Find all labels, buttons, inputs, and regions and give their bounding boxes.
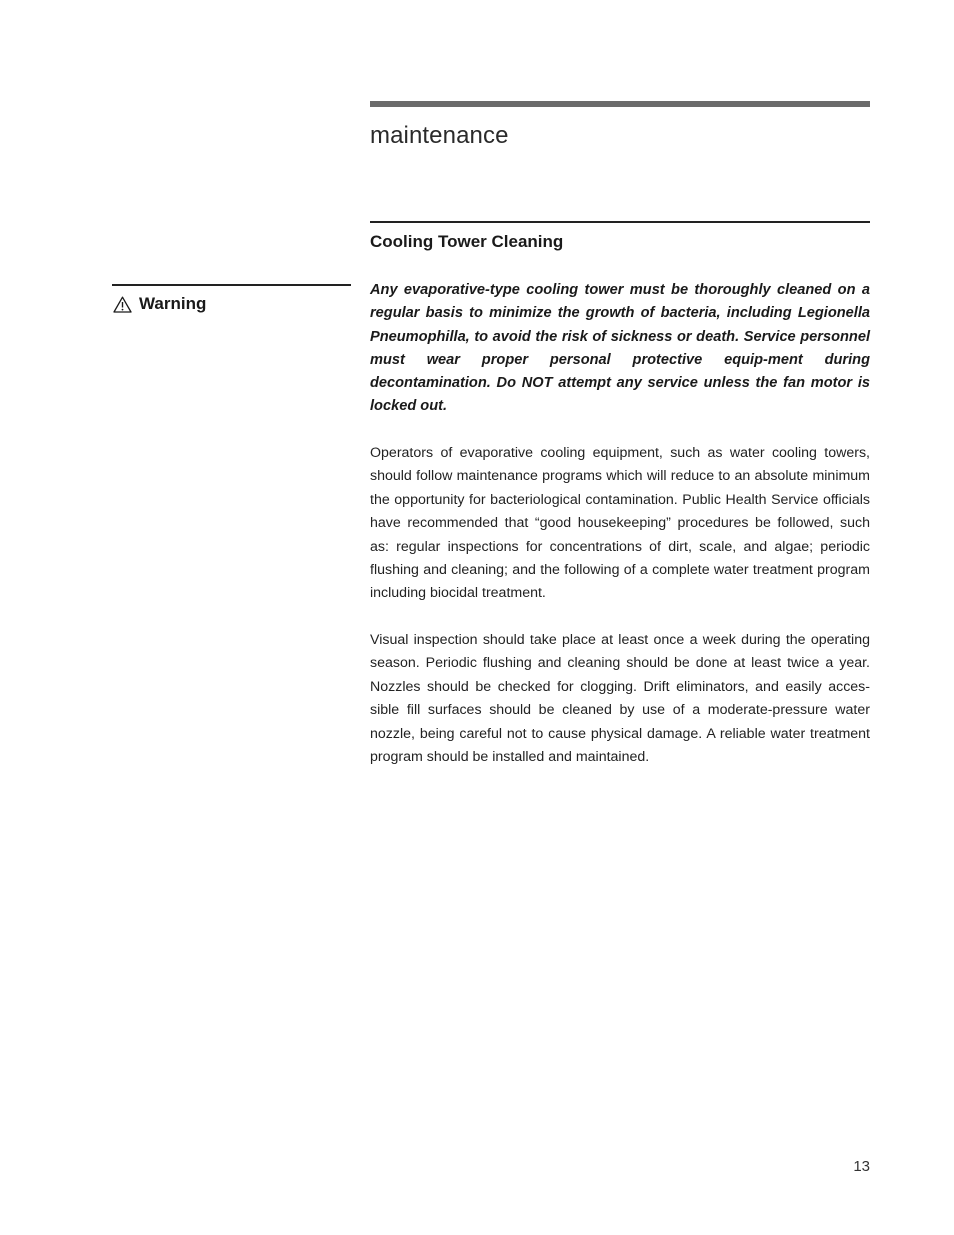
page-number: 13 [853, 1158, 870, 1175]
heading-rule [370, 221, 870, 223]
paragraph-visual-inspection: Visual inspection should take place at least once a week during the operating season. Periodic flushing and cleaning should be done at least twice a year. Nozzles should be checked for clogging. Drift eliminators, and easily acces-sible fill surfaces should be cleaned by use of a moderate-pressure water nozzle, being careful not to cause physical damage. A reliable water treatment program should be installed and maintained. [370, 632, 870, 766]
paragraph-operators: Operators of evaporative cooling equipment, such as water cooling towers, should follow maintenance programs which will reduce to an absolute minimum the opportunity for bacteriological contamination. Public Health Service officials have recommended that “good housekeeping” procedures be followed, such as: regular inspections for concentrations of dirt, scale, and algae; periodic flushing and cleaning; and the following of a complete water treatment program including biocidal treatment. [370, 445, 870, 602]
top-rule [370, 101, 870, 107]
warning-text: Any evaporative-type cooling tower must be thoroughly cleaned on a regular basis to minimize the growth of bacteria, including Legionella Pneumophilla, to avoid the risk of sickness or death. Service personnel must wear proper personal protective equip-ment during decontamination. Do NOT attempt any service unless the fan motor is locked out. [370, 282, 870, 415]
section-title: maintenance [370, 122, 509, 149]
warning-rule [112, 284, 351, 286]
warning-label [113, 294, 206, 314]
warning-label-text: Warning [139, 294, 207, 313]
warning-triangle-icon [113, 296, 132, 313]
section-heading: Cooling Tower Cleaning [370, 232, 564, 251]
